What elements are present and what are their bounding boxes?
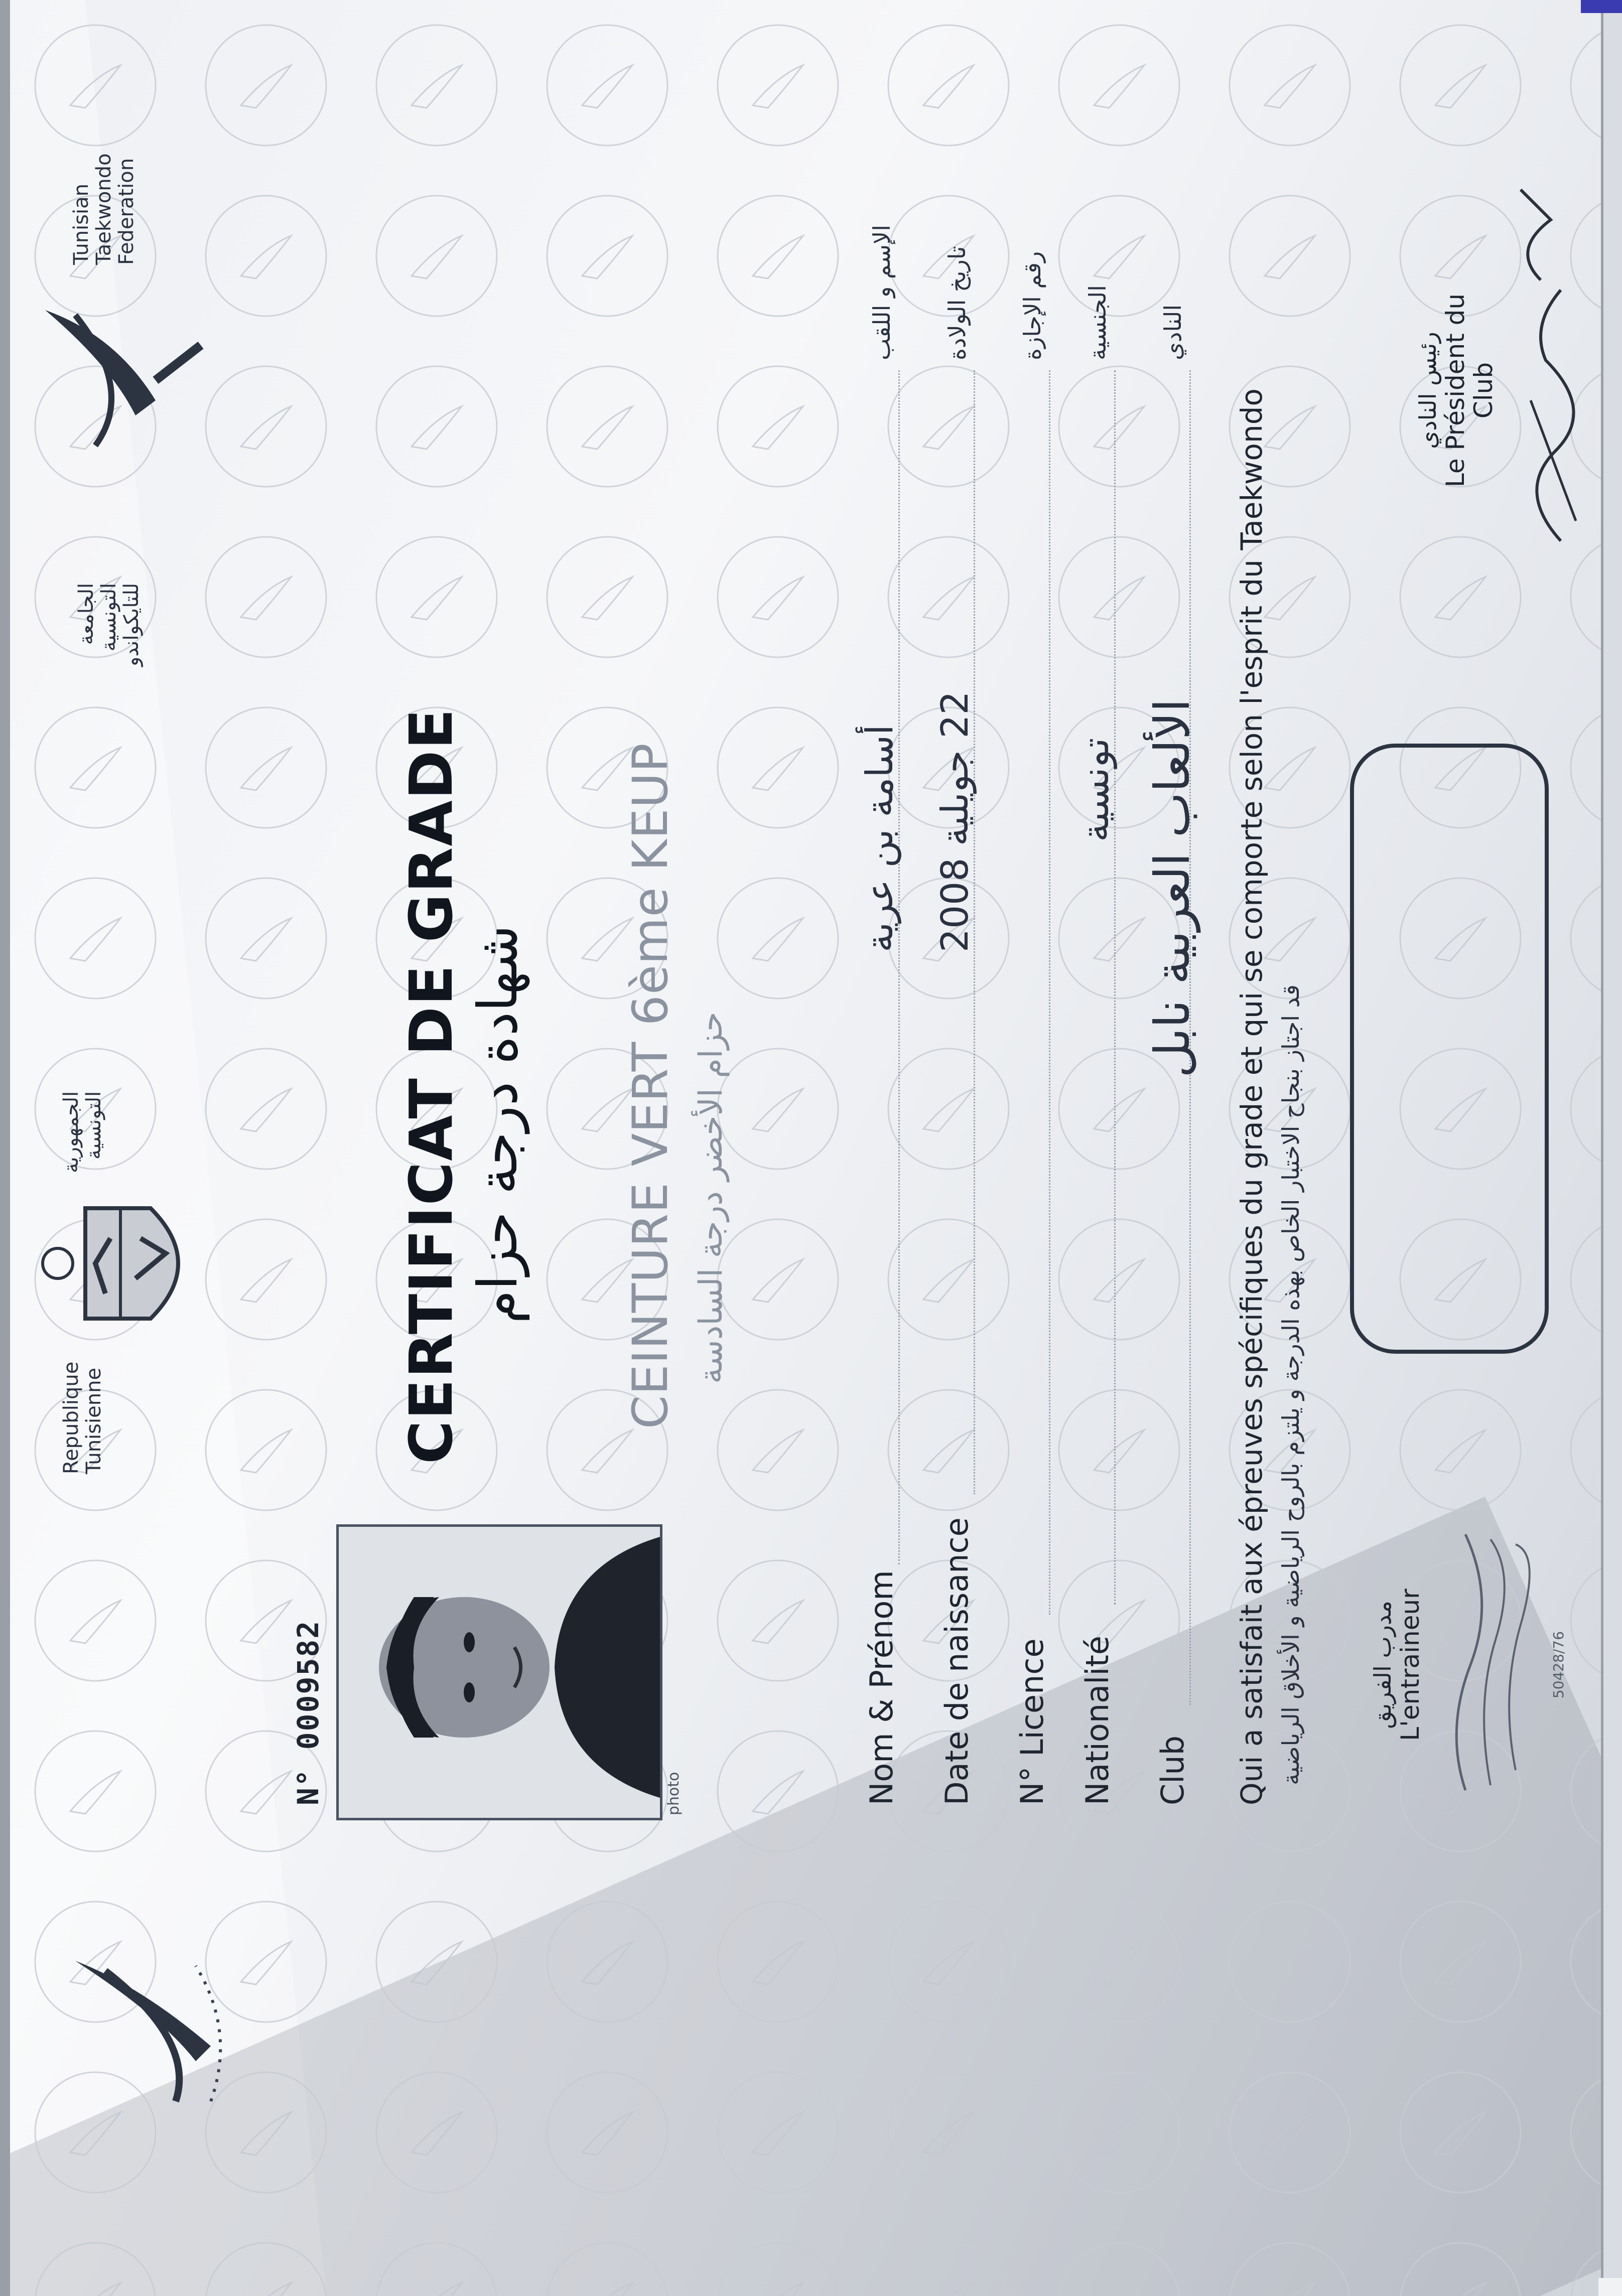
trainer-stamp: [1435, 1524, 1546, 1805]
field-label-ar: رقم الإجازة: [1019, 251, 1046, 360]
taekwondo-emblem-logo: [45, 1921, 256, 2131]
pledge-text-ar: قد اجتاز بنجاح الاختبار الخاص بهذه الدرجة و يلتزم بالروح الرياضية و الأخلاق الرياضية: [1277, 984, 1304, 1785]
certificate-number: N° 0009582: [291, 1620, 325, 1805]
field-label-fr: Club: [1154, 1735, 1191, 1805]
signature-president: [1415, 250, 1498, 531]
federation-label-fr: Tunisian Taekwondo Federation: [70, 153, 138, 265]
paper-corner: [1598, 2278, 1622, 2296]
president-title-fr-1: Le Président du: [1440, 293, 1470, 488]
field-label-ar: الإسم و اللقب: [868, 224, 895, 360]
field-label-fr: Date de naissance: [938, 1517, 975, 1805]
president-title-fr-2: Club: [1468, 362, 1498, 419]
trainer-title-fr: L'entraineur: [1395, 1589, 1425, 1741]
federation-label-ar: الجامعة التونسية للتايكواندو: [75, 583, 143, 666]
identity-fields: [858, 200, 1295, 1805]
field-label-fr: Nom & Prénom: [863, 1570, 900, 1805]
field-value: 22 جويلية 2008: [933, 691, 977, 952]
republic-label-ar: الجمهورية التونسية: [60, 1091, 105, 1173]
grade-fr: CEINTURE VERT 6ème KEUP: [622, 743, 679, 1429]
grade-ar: حزام الأخضر درجة السادسة: [693, 1012, 730, 1384]
student-photo: [336, 1524, 662, 1820]
field-label-ar: الجنسية: [1084, 285, 1111, 360]
president-handwritten-signature: [1501, 170, 1586, 551]
blue-mark: [1581, 0, 1622, 13]
field-value: أسامة بن عرية: [858, 725, 901, 952]
field-value: الألعاب العربية نابل: [1144, 698, 1200, 1078]
pledge-text-fr: Qui a satisfait aux épreuves spécifiques du grade et qui se comporte selon l'esprit du Taekwondo: [1235, 388, 1269, 1805]
field-label-fr: N° Licence: [1014, 1638, 1050, 1805]
certificate-title-fr: CERTIFICAT DE GRADE: [396, 707, 466, 1464]
portrait-image: [339, 1527, 660, 1818]
certificate-content: [15, 49, 1591, 2257]
field-label-fr: Nationalité: [1079, 1635, 1116, 1805]
republic-label-fr: Republique Tunisienne: [60, 1361, 105, 1474]
paper-stack-edge: [1603, 0, 1622, 2296]
field-label-ar: تاريخ الولادة: [943, 246, 971, 360]
trainer-title-ar: مدرب الفريق: [1369, 1601, 1396, 1729]
signature-trainer: [1370, 1544, 1424, 1785]
stamp-number: 50428/76: [1550, 1631, 1567, 1699]
stamp-box: [1350, 744, 1549, 1354]
president-title-ar: رئيس النادي: [1414, 332, 1441, 449]
certificate-title-ar: شهادة درجة حزام: [467, 925, 529, 1324]
field-value: تونسية: [1074, 738, 1117, 842]
coat-of-arms-logo: [35, 1188, 216, 1339]
field-label-ar: النادي: [1159, 304, 1186, 360]
federation-logo: [35, 290, 216, 461]
photo-caption: photo: [665, 1772, 683, 1815]
stamp-scribble: [1435, 1524, 1546, 1805]
